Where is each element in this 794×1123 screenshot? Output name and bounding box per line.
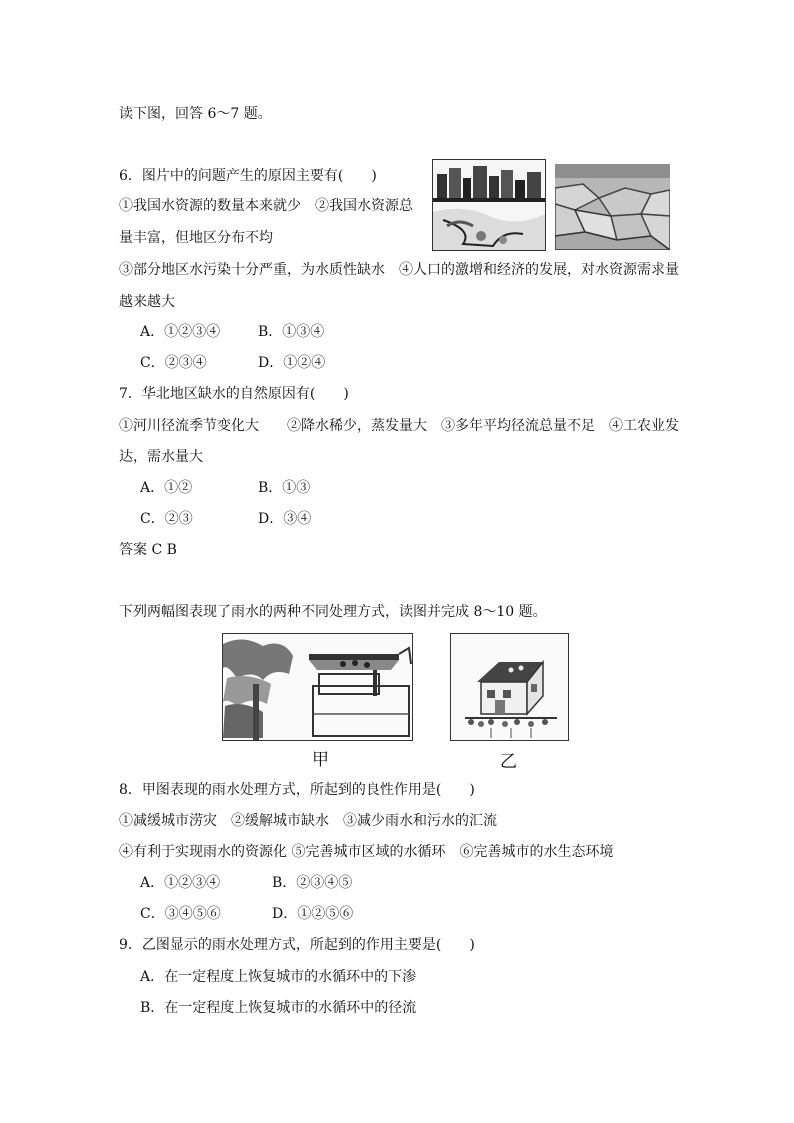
q7-choice-d: D．③④	[258, 511, 312, 527]
q7-option-line: 达，需水量大	[119, 449, 203, 465]
q7-choice-c: C．②③	[140, 511, 193, 527]
answer-text: 答案 C B	[119, 542, 177, 558]
q7-stem: 7．华北地区缺水的自然原因有( )	[119, 386, 349, 402]
q7-choice-a: A．①②	[140, 480, 193, 496]
q8-option-line: ④有利于实现雨水的资源化 ⑤完善城市区域的水循环 ⑥完善城市的水生态环境	[119, 844, 614, 860]
q8-option-line: ①减缓城市涝灾 ②缓解城市缺水 ③减少雨水和污水的汇流	[119, 813, 497, 829]
q6-choice-b: B．①③④	[258, 324, 325, 340]
q6-choice-c: C．②③④	[140, 355, 207, 371]
q9-choice-b: B．在一定程度上恢复城市的水循环中的径流	[140, 1000, 417, 1016]
q6-option-line: 越来越大	[119, 294, 175, 310]
intro-text-1: 读下图，回答 6～7 题。	[119, 106, 272, 122]
q6-stem: 6．图片中的问题产生的原因主要有( )	[119, 168, 377, 184]
polluted-city-illustration	[432, 159, 546, 251]
figure-caption-jia: 甲	[312, 750, 329, 770]
q8-choice-a: A．①②③④	[140, 875, 221, 891]
q7-option-line: ①河川径流季节变化大 ②降水稀少，蒸发量大 ③多年平均径流总量不足 ④工农业发	[119, 418, 679, 434]
q8-choice-d: D．①②⑤⑥	[272, 906, 354, 922]
permeable-house-illustration	[450, 633, 569, 741]
q7-choice-b: B．①③	[258, 480, 311, 496]
q6-option-line: 量丰富，但地区分布不均	[119, 230, 273, 246]
cracked-drought-ground-photo	[555, 164, 670, 250]
q9-stem: 9．乙图显示的雨水处理方式，所起到的作用主要是( )	[119, 937, 475, 953]
intro-text-2: 下列两幅图表现了雨水的两种不同处理方式，读图并完成 8～10 题。	[119, 604, 547, 620]
rainwater-collection-illustration	[222, 633, 413, 741]
q6-choice-a: A．①②③④	[140, 324, 221, 340]
figure-caption-yi: 乙	[500, 752, 517, 772]
q8-stem: 8．甲图表现的雨水处理方式，所起到的良性作用是( )	[119, 782, 475, 798]
q8-choice-c: C．③④⑤⑥	[140, 906, 221, 922]
q9-choice-a: A．在一定程度上恢复城市的水循环中的下渗	[140, 969, 417, 985]
q8-choice-b: B．②③④⑤	[272, 875, 353, 891]
q6-choice-d: D．①②④	[258, 355, 326, 371]
q6-option-line: ①我国水资源的数量本来就少 ②我国水资源总	[119, 198, 413, 214]
q6-option-line: ③部分地区水污染十分严重，为水质性缺水 ④人口的激增和经济的发展，对水资源需求量	[119, 262, 679, 278]
